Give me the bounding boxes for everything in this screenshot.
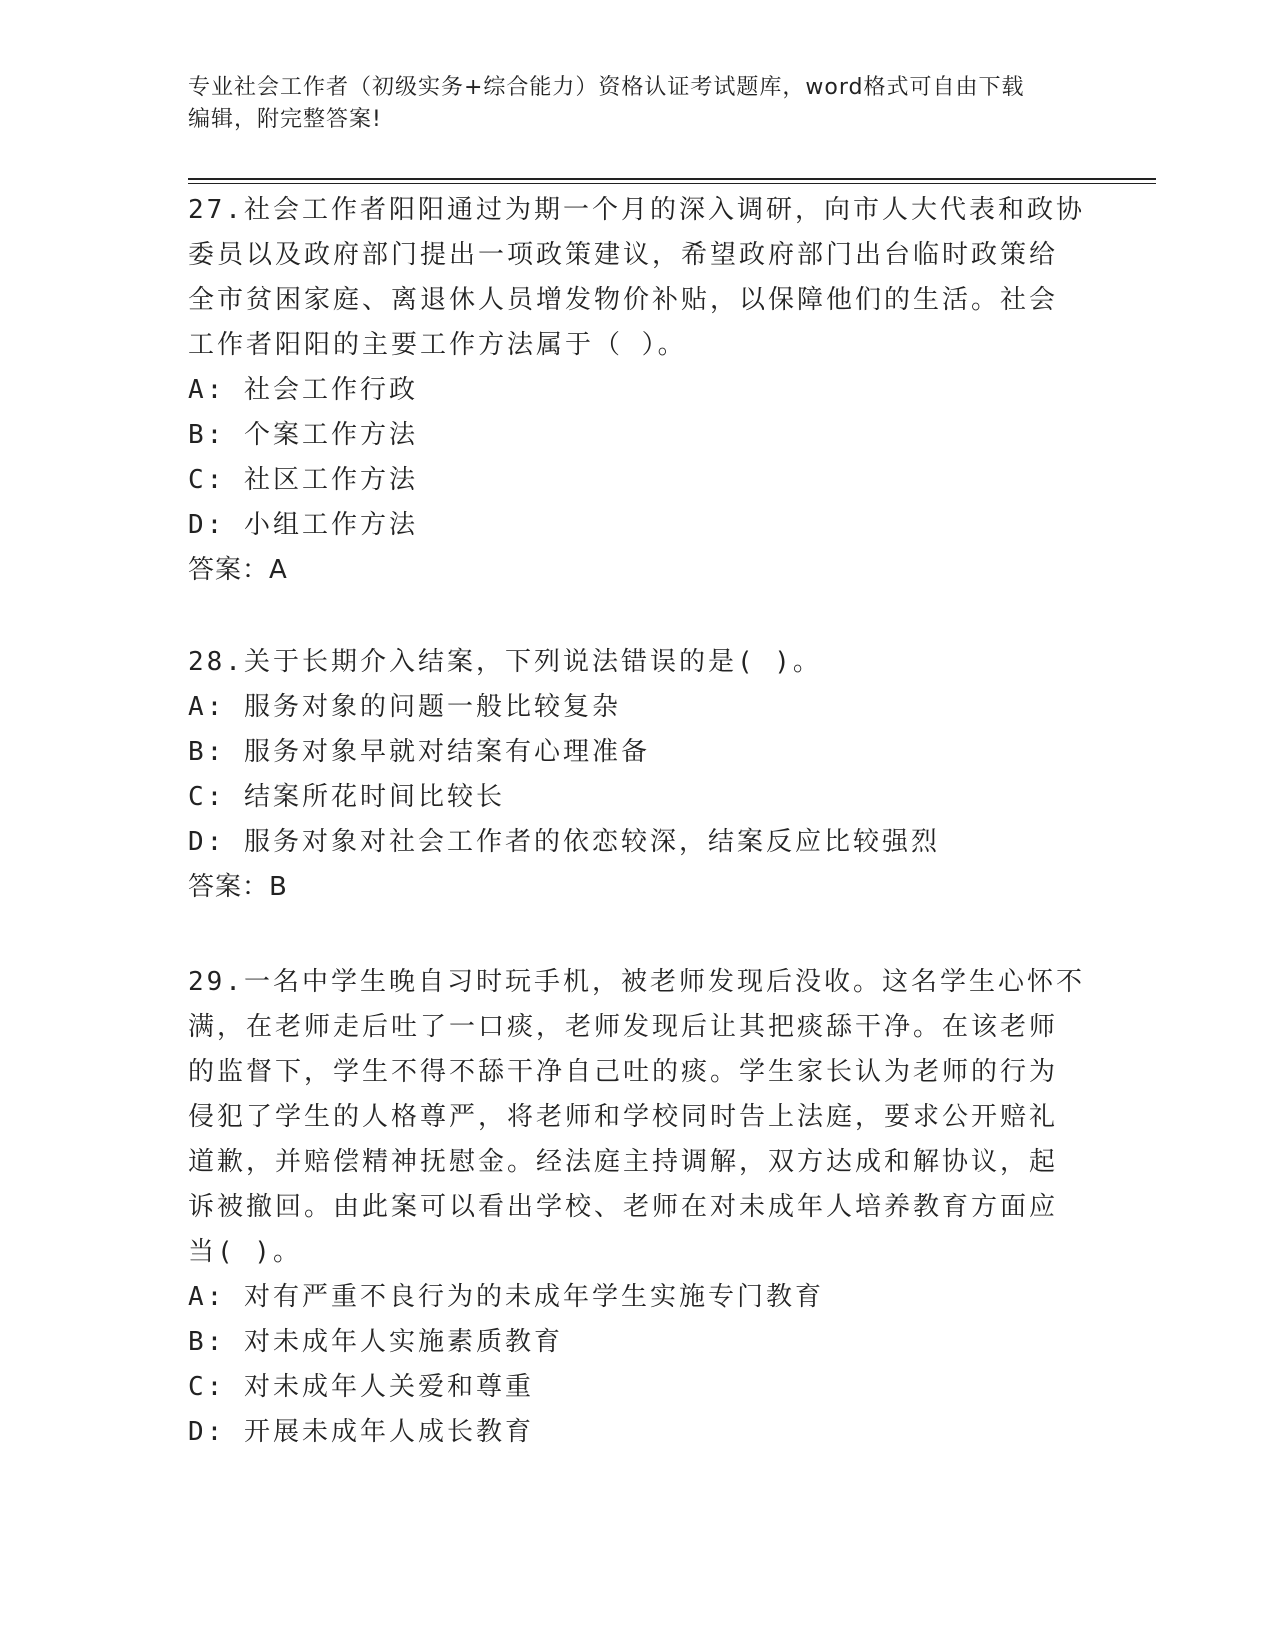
question-stem-line: 道歉，并赔偿精神抚慰金。经法庭主持调解，双方达成和解协议，起 (188, 1147, 1059, 1177)
question-stem-line: 28.关于长期介入结案，下列说法错误的是( )。 (188, 647, 822, 677)
option-a: A: 服务对象的问题一般比较复杂 (188, 692, 621, 722)
option-b: B: 个案工作方法 (188, 420, 418, 450)
answer-text: 答案：A (188, 555, 288, 585)
question-stem-line: 的监督下，学生不得不舔干净自己吐的痰。学生家长认为老师的行为 (188, 1057, 1059, 1087)
question-stem-line: 侵犯了学生的人格尊严，将老师和学校同时告上法庭，要求公开赔礼 (188, 1102, 1059, 1132)
header-divider-thick (188, 178, 1156, 180)
option-c: C: 对未成年人关爱和尊重 (188, 1372, 534, 1402)
question-stem-line: 29.一名中学生晚自习时玩手机，被老师发现后没收。这名学生心怀不 (188, 967, 1085, 997)
question-stem-line: 诉被撤回。由此案可以看出学校、老师在对未成年人培养教育方面应 (188, 1192, 1059, 1222)
header-divider-thin (188, 183, 1156, 184)
option-d: D: 小组工作方法 (188, 510, 418, 540)
option-a: A: 社会工作行政 (188, 375, 418, 405)
question-27 (188, 188, 1088, 593)
option-d: D: 服务对象对社会工作者的依恋较深，结案反应比较强烈 (188, 827, 940, 857)
question-stem-line: 委员以及政府部门提出一项政策建议，希望政府部门出台临时政策给 (188, 240, 1059, 270)
option-d: D: 开展未成年人成长教育 (188, 1417, 534, 1447)
question-stem-line: 工作者阳阳的主要工作方法属于（ ）。 (188, 330, 687, 360)
option-b: B: 对未成年人实施素质教育 (188, 1327, 563, 1357)
header-line-2: 编辑，附完整答案! (188, 107, 382, 132)
option-c: C: 结案所花时间比较长 (188, 782, 505, 812)
header-line-1: 专业社会工作者（初级实务+综合能力）资格认证考试题库，word格式可自由下载 (188, 75, 1025, 100)
question-28 (188, 640, 1088, 910)
question-29 (188, 960, 1088, 1455)
question-stem-line: 当( )。 (188, 1237, 302, 1267)
option-c: C: 社区工作方法 (188, 465, 418, 495)
answer-text: 答案：B (188, 872, 288, 902)
option-b: B: 服务对象早就对结案有心理准备 (188, 737, 650, 767)
question-stem-line: 满，在老师走后吐了一口痰，老师发现后让其把痰舔干净。在该老师 (188, 1012, 1059, 1042)
option-a: A: 对有严重不良行为的未成年学生实施专门教育 (188, 1282, 824, 1312)
page-header (188, 72, 1088, 136)
question-stem-line: 全市贫困家庭、离退休人员增发物价补贴，以保障他们的生活。社会 (188, 285, 1059, 315)
question-stem-line: 27.社会工作者阳阳通过为期一个月的深入调研，向市人大代表和政协 (188, 195, 1085, 225)
